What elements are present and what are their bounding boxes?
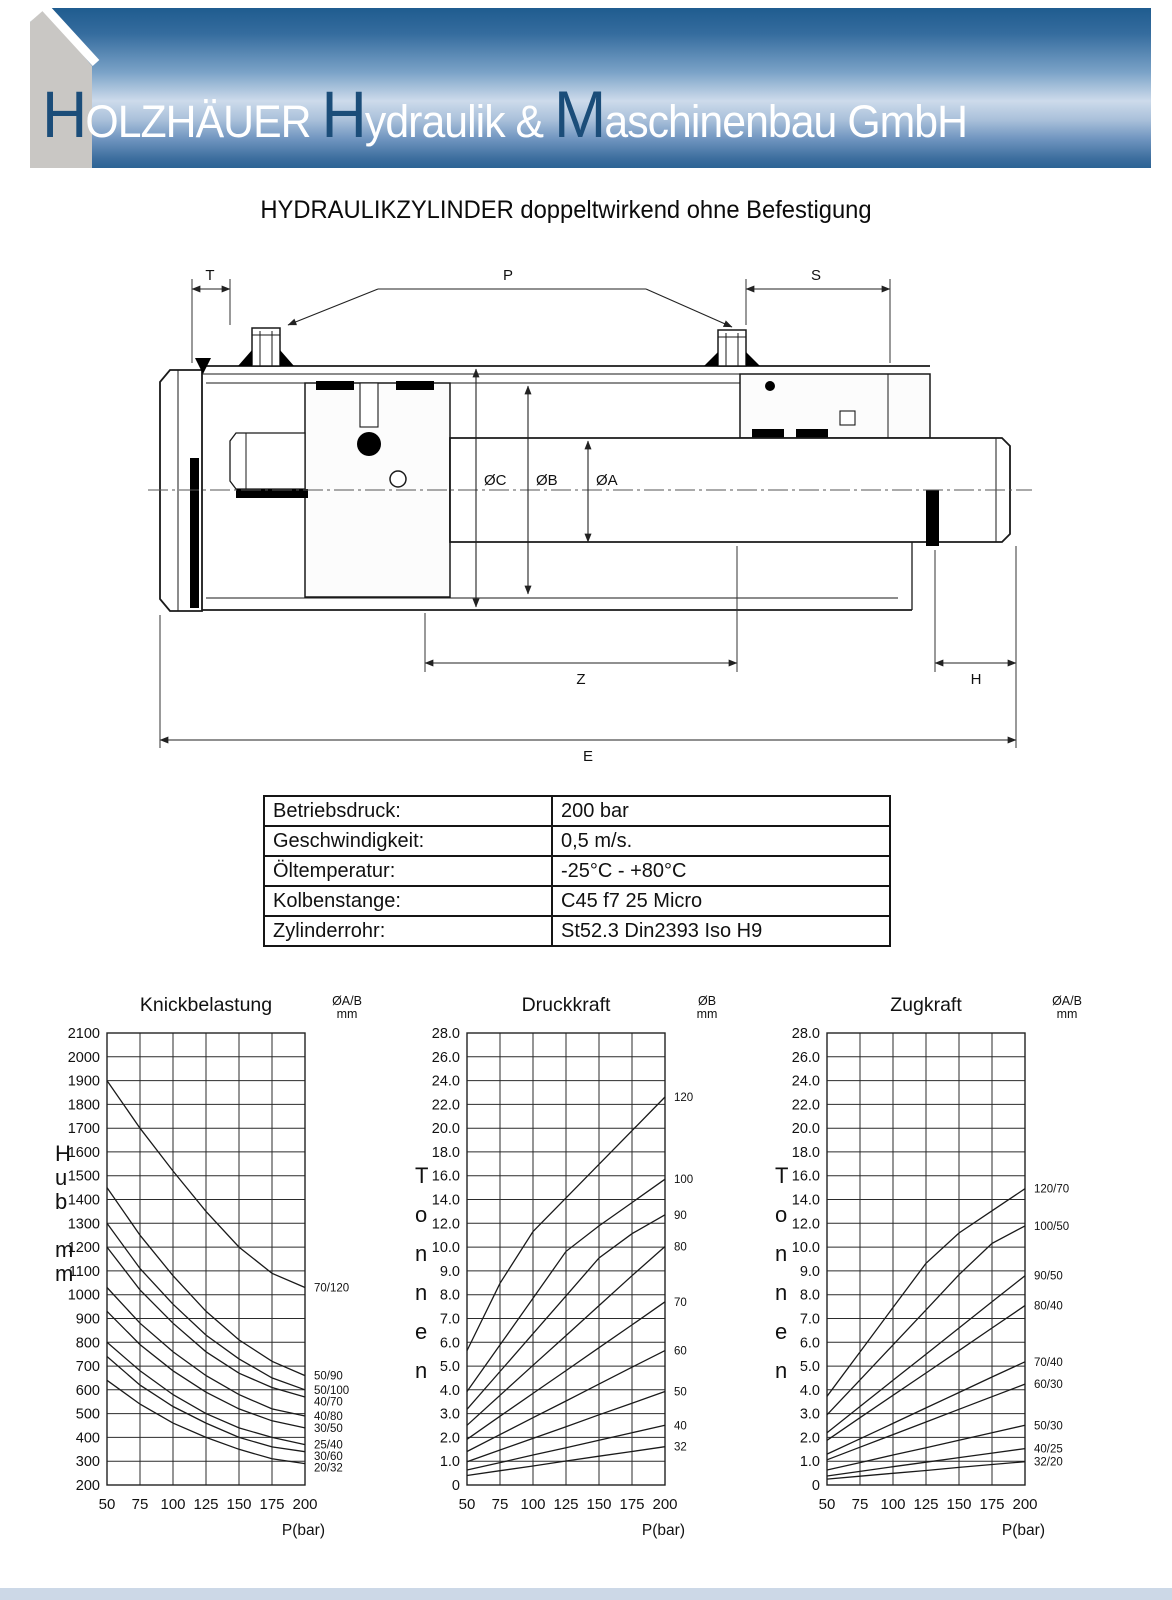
svg-text:6.0: 6.0 [439, 1335, 460, 1352]
series-label: 32/20 [1034, 1456, 1063, 1469]
technical-drawing [140, 253, 1040, 765]
series-label: 40/25 [1034, 1443, 1063, 1456]
svg-text:200: 200 [652, 1496, 678, 1513]
chart-title: Zugkraft [890, 994, 962, 1016]
chart-title: Druckkraft [521, 994, 611, 1016]
svg-text:500: 500 [75, 1406, 100, 1423]
x-axis-label: P(bar) [1001, 1522, 1045, 1539]
y-axis-letter: T [775, 1163, 789, 1188]
y-axis-letter: T [415, 1163, 429, 1188]
chart-title: Knickbelastung [139, 994, 273, 1016]
series-label: 25/40 [314, 1439, 343, 1452]
svg-text:3.0: 3.0 [799, 1406, 820, 1423]
svg-text:75: 75 [851, 1496, 869, 1513]
series-label: 50 [674, 1386, 687, 1399]
svg-text:ØA/B: ØA/B [332, 994, 362, 1008]
logo-initial-m: M [554, 77, 605, 151]
svg-text:1100: 1100 [68, 1263, 100, 1280]
svg-text:28.0: 28.0 [791, 1026, 820, 1042]
y-axis-letter: m [55, 1261, 74, 1286]
series-label: 50/30 [1034, 1420, 1063, 1433]
svg-text:4.0: 4.0 [439, 1382, 460, 1399]
y-axis-letter: H [55, 1141, 71, 1166]
svg-text:10.0: 10.0 [431, 1240, 460, 1257]
svg-text:200: 200 [292, 1496, 318, 1513]
svg-text:mm: mm [336, 1007, 358, 1021]
svg-text:9.0: 9.0 [799, 1263, 820, 1280]
dim-label-s: S [810, 267, 822, 284]
dim-label-p: P [502, 267, 514, 284]
series-label: 70/40 [1034, 1356, 1063, 1369]
svg-text:50: 50 [458, 1496, 476, 1513]
spec-value: 0,5 m/s. [552, 826, 890, 856]
series-label: 40/80 [314, 1411, 343, 1423]
y-axis-letter: b [55, 1189, 68, 1214]
logo-text-maschinenbau: aschinenbau [604, 96, 837, 147]
chart-svg [765, 985, 1115, 1545]
series-label: 40/70 [314, 1396, 343, 1409]
svg-text:1800: 1800 [67, 1097, 100, 1114]
svg-text:1200: 1200 [67, 1240, 100, 1257]
logo-text-holzhaeuer: OLZHÄUER [85, 96, 311, 147]
o-ring [390, 471, 406, 487]
svg-text:100: 100 [160, 1496, 186, 1513]
y-axis-letter: m [55, 1237, 74, 1262]
svg-text:1500: 1500 [67, 1168, 100, 1185]
series-label: 32 [674, 1441, 687, 1454]
series-label: 60/30 [1034, 1379, 1063, 1392]
svg-text:7.0: 7.0 [439, 1311, 460, 1328]
svg-text:2.0: 2.0 [799, 1430, 820, 1447]
y-axis-letter: o [415, 1202, 428, 1227]
chart-knickbelastung [45, 985, 395, 1545]
svg-text:0: 0 [451, 1478, 460, 1494]
logo-initial-h2: H [321, 77, 365, 151]
y-axis-letter: e [415, 1319, 428, 1344]
svg-text:150: 150 [586, 1496, 612, 1513]
svg-text:14.0: 14.0 [791, 1192, 820, 1209]
svg-text:300: 300 [75, 1454, 100, 1471]
svg-text:175: 175 [259, 1496, 285, 1513]
series-label: 120/70 [1034, 1183, 1070, 1196]
svg-text:100: 100 [880, 1496, 906, 1513]
svg-text:1000: 1000 [67, 1287, 100, 1304]
logo-initial-h1: H [42, 77, 86, 151]
specs-table [263, 795, 891, 947]
svg-text:3.0: 3.0 [439, 1406, 460, 1423]
svg-text:50: 50 [818, 1496, 836, 1513]
svg-text:7.0: 7.0 [799, 1311, 820, 1328]
dim-label-e: E [582, 748, 594, 765]
svg-text:125: 125 [553, 1496, 579, 1513]
svg-text:12.0: 12.0 [791, 1216, 820, 1233]
series-label: 50/100 [314, 1384, 350, 1397]
svg-text:2000: 2000 [67, 1049, 100, 1066]
svg-text:175: 175 [619, 1496, 645, 1513]
oil-port [718, 330, 746, 366]
chart-svg [405, 985, 755, 1545]
svg-text:125: 125 [913, 1496, 939, 1513]
svg-text:1600: 1600 [67, 1144, 100, 1161]
x-axis-label: P(bar) [281, 1522, 325, 1539]
y-axis-letter: n [415, 1280, 428, 1305]
y-axis-letter: n [415, 1358, 428, 1383]
spec-value: 200 bar [552, 796, 890, 826]
svg-text:24.0: 24.0 [791, 1073, 820, 1090]
svg-text:mm: mm [696, 1007, 718, 1021]
svg-text:8.0: 8.0 [439, 1287, 460, 1304]
svg-text:5.0: 5.0 [439, 1359, 460, 1376]
charts-row [45, 985, 1115, 1545]
x-axis-label: P(bar) [641, 1522, 685, 1539]
svg-text:2100: 2100 [67, 1026, 100, 1042]
footer-strip [0, 1588, 1172, 1600]
svg-text:26.0: 26.0 [791, 1049, 820, 1066]
spec-value: C45 f7 25 Micro [552, 886, 890, 916]
svg-text:28.0: 28.0 [431, 1026, 460, 1042]
dim-label-h: H [970, 671, 982, 688]
y-axis-letter: e [775, 1319, 788, 1344]
svg-text:1300: 1300 [67, 1216, 100, 1233]
y-axis-letter: n [775, 1358, 788, 1383]
svg-text:24.0: 24.0 [431, 1073, 460, 1090]
logo-text-gmbh: GmbH [836, 96, 968, 147]
table-row [264, 886, 890, 916]
svg-text:26.0: 26.0 [431, 1049, 460, 1066]
svg-text:4.0: 4.0 [799, 1382, 820, 1399]
svg-text:175: 175 [979, 1496, 1005, 1513]
series-label: 120 [674, 1092, 694, 1104]
company-logo [42, 76, 967, 152]
table-row [264, 826, 890, 856]
svg-text:22.0: 22.0 [431, 1097, 460, 1114]
svg-text:ØB: ØB [697, 994, 717, 1008]
series-label: 70 [674, 1296, 687, 1309]
svg-text:20.0: 20.0 [431, 1121, 460, 1138]
logo-ampersand: & [504, 96, 555, 147]
logo-text-hydraulik: ydraulik [364, 96, 505, 147]
spec-value: -25°C - +80°C [552, 856, 890, 886]
svg-text:10.0: 10.0 [791, 1240, 820, 1257]
series-label: 20/32 [314, 1462, 343, 1475]
series-label: 50/90 [314, 1370, 343, 1383]
spec-label: Betriebsdruck: [264, 796, 552, 826]
piston-ball [357, 432, 381, 456]
series-label: 100/50 [1034, 1220, 1070, 1233]
svg-text:400: 400 [75, 1430, 100, 1447]
svg-text:100: 100 [520, 1496, 546, 1513]
dim-label-t: T [205, 267, 215, 284]
dim-label-db: ØB [536, 472, 558, 489]
svg-text:75: 75 [131, 1496, 149, 1513]
gland-seal [752, 429, 784, 438]
series-label: 100 [674, 1174, 694, 1187]
svg-text:800: 800 [75, 1335, 100, 1352]
svg-text:600: 600 [75, 1382, 100, 1399]
rod-wiper [926, 490, 939, 546]
spec-label: Öltemperatur: [264, 856, 552, 886]
table-row [264, 916, 890, 946]
dim-label-dc: ØC [484, 472, 507, 489]
svg-text:18.0: 18.0 [431, 1144, 460, 1161]
chart-svg [45, 985, 395, 1545]
series-label: 60 [674, 1345, 687, 1358]
svg-text:1.0: 1.0 [799, 1454, 820, 1471]
end-cap-seal [190, 458, 199, 608]
svg-text:150: 150 [226, 1496, 252, 1513]
dim-label-da: ØA [596, 472, 618, 489]
svg-text:75: 75 [491, 1496, 509, 1513]
spec-label: Kolbenstange: [264, 886, 552, 916]
series-label: 30/50 [314, 1422, 343, 1435]
table-row [264, 856, 890, 886]
y-axis-letter: n [415, 1241, 428, 1266]
svg-text:20.0: 20.0 [791, 1121, 820, 1138]
chart-zugkraft [765, 985, 1115, 1545]
series-label: 70/120 [314, 1282, 350, 1295]
svg-text:9.0: 9.0 [439, 1263, 460, 1280]
piston-seal [396, 381, 434, 390]
svg-text:1400: 1400 [67, 1192, 100, 1209]
series-label: 40 [674, 1420, 687, 1433]
svg-text:200: 200 [1012, 1496, 1038, 1513]
svg-text:18.0: 18.0 [791, 1144, 820, 1161]
y-axis-letter: o [775, 1202, 788, 1227]
spec-value: St52.3 Din2393 Iso H9 [552, 916, 890, 946]
spec-label: Zylinderrohr: [264, 916, 552, 946]
chart-druckkraft [405, 985, 755, 1545]
svg-text:ØA/B: ØA/B [1052, 994, 1082, 1008]
svg-text:6.0: 6.0 [799, 1335, 820, 1352]
svg-text:22.0: 22.0 [791, 1097, 820, 1114]
series-label: 80 [674, 1241, 687, 1254]
svg-text:0: 0 [811, 1478, 820, 1494]
svg-text:1700: 1700 [67, 1121, 100, 1138]
piston-seal [316, 381, 354, 390]
spec-label: Geschwindigkeit: [264, 826, 552, 856]
y-axis-letter: u [55, 1165, 68, 1190]
svg-text:mm: mm [1056, 1007, 1078, 1021]
table-row [264, 796, 890, 826]
svg-text:16.0: 16.0 [791, 1168, 820, 1185]
svg-text:1.0: 1.0 [439, 1454, 460, 1471]
series-label: 90 [674, 1209, 687, 1222]
svg-text:12.0: 12.0 [431, 1216, 460, 1233]
svg-text:125: 125 [193, 1496, 219, 1513]
svg-text:2.0: 2.0 [439, 1430, 460, 1447]
svg-text:700: 700 [75, 1359, 100, 1376]
svg-text:150: 150 [946, 1496, 972, 1513]
svg-text:8.0: 8.0 [799, 1287, 820, 1304]
dim-label-z: Z [576, 671, 586, 688]
y-axis-letter: n [775, 1280, 788, 1305]
series-label: 90/50 [1034, 1270, 1063, 1283]
series-label: 80/40 [1034, 1300, 1063, 1313]
svg-text:14.0: 14.0 [431, 1192, 460, 1209]
svg-text:16.0: 16.0 [431, 1168, 460, 1185]
gland-seal [796, 429, 828, 438]
svg-text:5.0: 5.0 [799, 1359, 820, 1376]
svg-text:200: 200 [75, 1478, 100, 1494]
logo-banner [30, 8, 1151, 168]
y-axis-letter: n [775, 1241, 788, 1266]
svg-text:900: 900 [75, 1311, 100, 1328]
svg-text:1900: 1900 [67, 1073, 100, 1090]
svg-text:50: 50 [98, 1496, 116, 1513]
page-title: HYDRAULIKZYLINDER doppeltwirkend ohne Befestigung [260, 196, 872, 224]
series-label: 30/60 [314, 1451, 343, 1464]
oil-port [252, 328, 280, 366]
